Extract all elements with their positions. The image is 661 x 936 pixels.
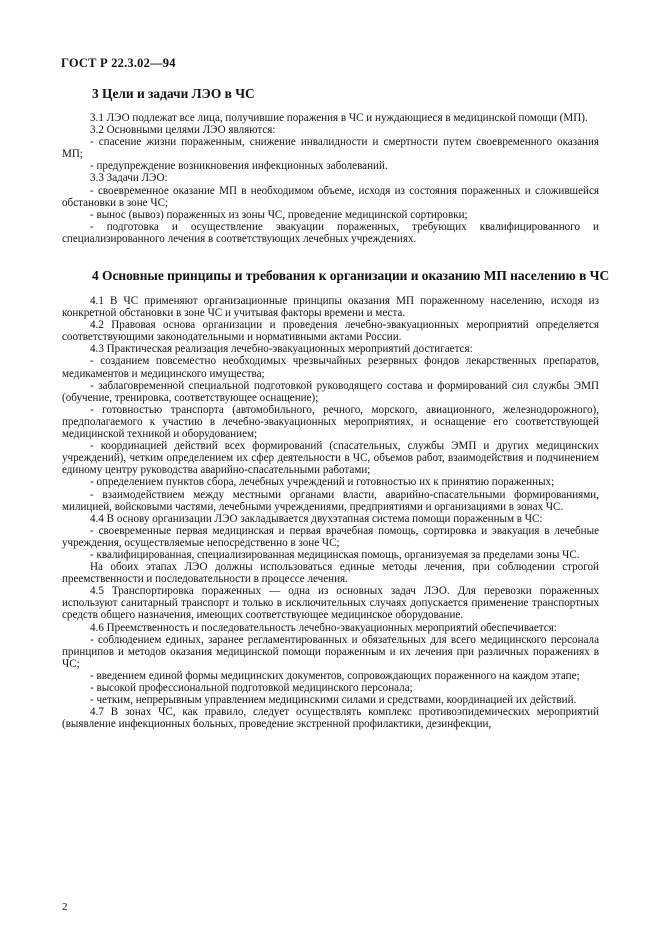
paragraph: - предупреждение возникновения инфекционных заболеваний. — [90, 160, 388, 173]
paragraph: 4.3 Практическая реализация лечебно-эвакуационных мероприятий достигается: — [90, 343, 473, 356]
paragraph: 4.6 Преемственность и последовательность лечебно-эвакуационных мероприятий обеспечивается: — [90, 621, 557, 634]
section-3-body — [62, 112, 599, 245]
paragraph: - заблаговременной специальной подготовкой руководящего состава и формирований сил службы ЭМП (обучение, тренировка, соответствующее оснащение); — [62, 379, 599, 404]
paragraph: - спасение жизни пораженным, снижение инвалидности и смертности путем своевременного оказания МП; — [62, 136, 599, 161]
paragraph: - созданием повсеместно необходимых чрезвычайных резервных фондов лекарственных препаратов, медикаментов и медицинского имущества; — [62, 355, 599, 380]
paragraph: - своевременное оказание МП в необходимом объеме, исходя из состояния пораженных и сложившейся обстановки в зоне ЧС; — [62, 184, 599, 209]
page-number: 2 — [62, 901, 68, 913]
paragraph: - взаимодействием между местными органами власти, аварийно-спасательными формированиями, милицией, войсковыми частями, лечебными учреждениями, предприятиями и организациями в зонах ЧС. — [62, 488, 599, 513]
paragraph: - высокой профессиональной подготовкой медицинского персонала; — [90, 682, 413, 694]
paragraph: - четким, непрерывным управлением медицинскими силами и средствами, координацией их действий. — [90, 694, 577, 707]
paragraph: - вынос (вывоз) пораженных из зоны ЧС, проведение медицинской сортировки; — [90, 208, 468, 221]
paragraph: - готовностью транспорта (автомобильного, речного, морского, авиационного, железнодорожного), предполагаемого к участию в лечебно-эвакуационных мероприятиях, и оснащение его соответствующей медицинской техникой и оборудованием; — [62, 403, 599, 441]
section-4-body — [62, 295, 599, 730]
paragraph: - координацией действий всех формирований (спасательных, службы ЭМП и других медицинских учреждений), четким определением их сфер деятельности в ЧС, объемов работ, взаимодействия и подчинением единому центру руководства аварийно-спасательными работами; — [62, 440, 599, 477]
paragraph: 4.5 Транспортировка пораженных — одна из основных задач ЛЭО. Для перевозки пораженных используют санитарный транспорт и только в исключительных случаях допускается применение транспортных средств общего назначения, имеющих соответствующее медицинское оборудование. — [62, 585, 599, 622]
paragraph: 3.1 ЛЭО подлежат все лица, получившие поражения в ЧС и нуждающиеся в медицинской помощи (МП). — [90, 112, 588, 124]
paragraph: - введением единой формы медицинских документов, сопровождающих пораженного на каждом этапе; — [90, 669, 580, 682]
section-4-title: 4 Основные принципы и требования к организации и оказанию МП населению в ЧС — [92, 268, 610, 283]
paragraph: - квалифицированная, специализированная медицинская помощь, организуемая за пределами зоны ЧС. — [90, 548, 580, 561]
paragraph: На обоих этапах ЛЭО должны использоваться единые методы лечения, при соблюдении строгой преемственности и последовательности в процессе лечения. — [62, 561, 599, 586]
paragraph: 3.3 Задачи ЛЭО: — [90, 172, 168, 185]
paragraph: 3.2 Основными целями ЛЭО являются: — [90, 124, 276, 137]
paragraph: - подготовка и осуществление эвакуации пораженных, требующих квалифицированного и специализированного лечения в соответствующих лечебных учреждениях. — [62, 220, 599, 245]
paragraph: 4.1 В ЧС применяют организационные принципы оказания МП пораженному населению, исходя из конкретной обстановки в зоне ЧС и учитывая факторы времени и места. — [62, 295, 599, 320]
paragraph: 4.7 В зонах ЧС, как правило, следует осуществлять комплекс противоэпидемических мероприятий (выявление инфекционных больных, проведение экстренной профилактики, дезинфекции, — [62, 706, 599, 731]
paragraph: - соблюдением единых, заранее регламентированных и обязательных для всего медицинского персонала принципов и методов оказания медицинской помощи пораженным и их лечения при различных поражениях в ЧС; — [62, 633, 599, 670]
document-header: ГОСТ Р 22.3.02—94 — [61, 56, 176, 70]
section-3-title: 3 Цели и задачи ЛЭО в ЧС — [92, 86, 255, 101]
paragraph: 4.4 В основу организации ЛЭО закладывается двухэтапная система помощи пораженным в ЧС: — [90, 512, 543, 525]
paragraph: - своевременные первая медицинская и первая врачебная помощь, сортировка и эвакуация в лечебные учреждения, осуществляемые непосредственно в зоне ЧС; — [62, 524, 599, 549]
paragraph: 4.2 Правовая основа организации и проведения лечебно-эвакуационных мероприятий определяется соответствующими законодательными и нормативными актами России. — [62, 319, 599, 344]
paragraph: - определением пунктов сбора, лечебных учреждений и готовностью их к принятию пораженных; — [90, 476, 555, 489]
